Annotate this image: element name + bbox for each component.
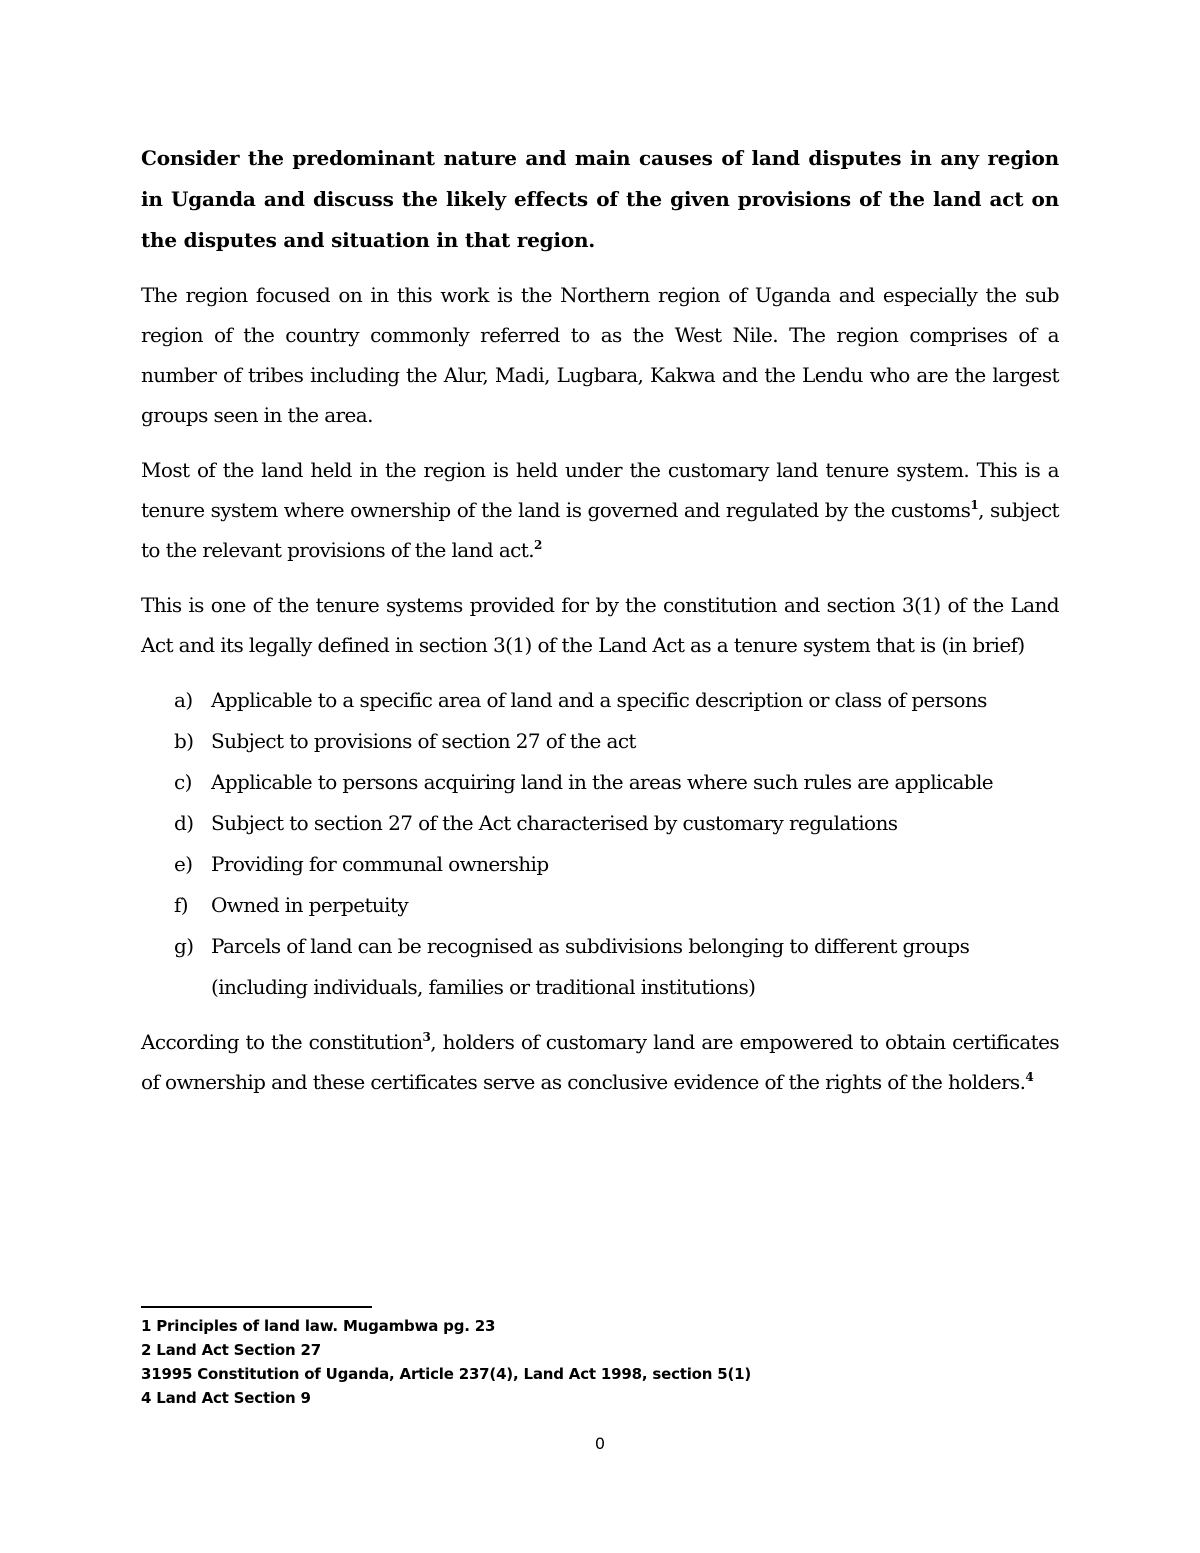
footnote-2: 2 Land Act Section 27: [141, 1341, 321, 1359]
paragraph-region: The region focused on in this work is the Northern region of Uganda and especially the sub region of the country commonly referred to as the West Nile. The region comprises of a number of tribes including the Alur, Madi, Lugbara, Kakwa and the Lendu who are the largest groups seen in the area.: [141, 283, 1059, 427]
paragraph-tenure-text-b: , subject to the relevant provisions of the land act.: [141, 498, 1059, 562]
list-item-text: Parcels of land can be recognised as subdivisions belonging to different groups (including individuals, families or traditional institutions): [211, 934, 970, 999]
paragraph-tenure: [141, 450, 1059, 570]
list-item: [141, 885, 1059, 926]
footnote-ref-1: 1: [970, 498, 979, 512]
list-item: [141, 680, 1059, 721]
paragraph-definition: This is one of the tenure systems provided for by the constitution and section 3(1) of the Land Act and its legally defined in section 3(1) of the Land Act as a tenure system that is (in brief): [141, 593, 1059, 657]
list-item: [141, 803, 1059, 844]
list-marker: a): [174, 688, 193, 712]
footnote-ref-2: 2: [533, 538, 542, 552]
list-item: [141, 721, 1059, 762]
paragraph-certificates-text-a: According to the constitution: [141, 1030, 423, 1054]
list-marker: d): [174, 811, 194, 835]
footnote-1: 1 Principles of land law. Mugambwa pg. 23: [141, 1317, 496, 1335]
list-item-text: Subject to section 27 of the Act characterised by customary regulations: [211, 811, 898, 835]
page-number: 0: [594, 1434, 606, 1453]
list-marker: e): [174, 852, 193, 876]
list-item-text: Subject to provisions of section 27 of the act: [211, 729, 636, 753]
list-item: [141, 926, 1059, 1008]
footnote-3: 31995 Constitution of Uganda, Article 237(4), Land Act 1998, section 5(1): [141, 1365, 752, 1383]
list-item: [141, 844, 1059, 885]
list-marker: b): [174, 729, 194, 753]
paragraph-tenure-text-a: Most of the land held in the region is held under the customary land tenure system. This is a tenure system where ownership of the land is governed and regulated by the customs: [141, 458, 1059, 522]
document-body: [141, 138, 1059, 1117]
tenure-criteria-list: [141, 680, 1059, 1008]
list-marker: c): [174, 770, 192, 794]
footnote-4: 4 Land Act Section 9: [141, 1389, 311, 1407]
list-item-text: Applicable to persons acquiring land in the areas where such rules are applicable: [211, 770, 994, 794]
list-item-text: Applicable to a specific area of land and a specific description or class of persons: [211, 688, 987, 712]
list-item-text: Providing for communal ownership: [211, 852, 549, 876]
footnotes-section: [141, 1306, 841, 1410]
question-heading: Consider the predominant nature and main causes of land disputes in any region in Uganda and discuss the likely effects of the given provisions of the land act on the disputes and situation in that region.: [141, 146, 1059, 252]
list-marker: g): [174, 934, 194, 958]
list-item: [141, 762, 1059, 803]
list-item-text: Owned in perpetuity: [211, 893, 409, 917]
list-marker: f): [174, 893, 189, 917]
paragraph-certificates-text-b: , holders of customary land are empowered to obtain certificates of ownership and these certificates serve as conclusive evidence of the rights of the holders.: [141, 1030, 1059, 1094]
footnote-ref-4: 4: [1025, 1070, 1034, 1084]
paragraph-certificates: [141, 1022, 1059, 1102]
footnote-ref-3: 3: [422, 1030, 431, 1044]
footnote-separator: [141, 1306, 372, 1308]
